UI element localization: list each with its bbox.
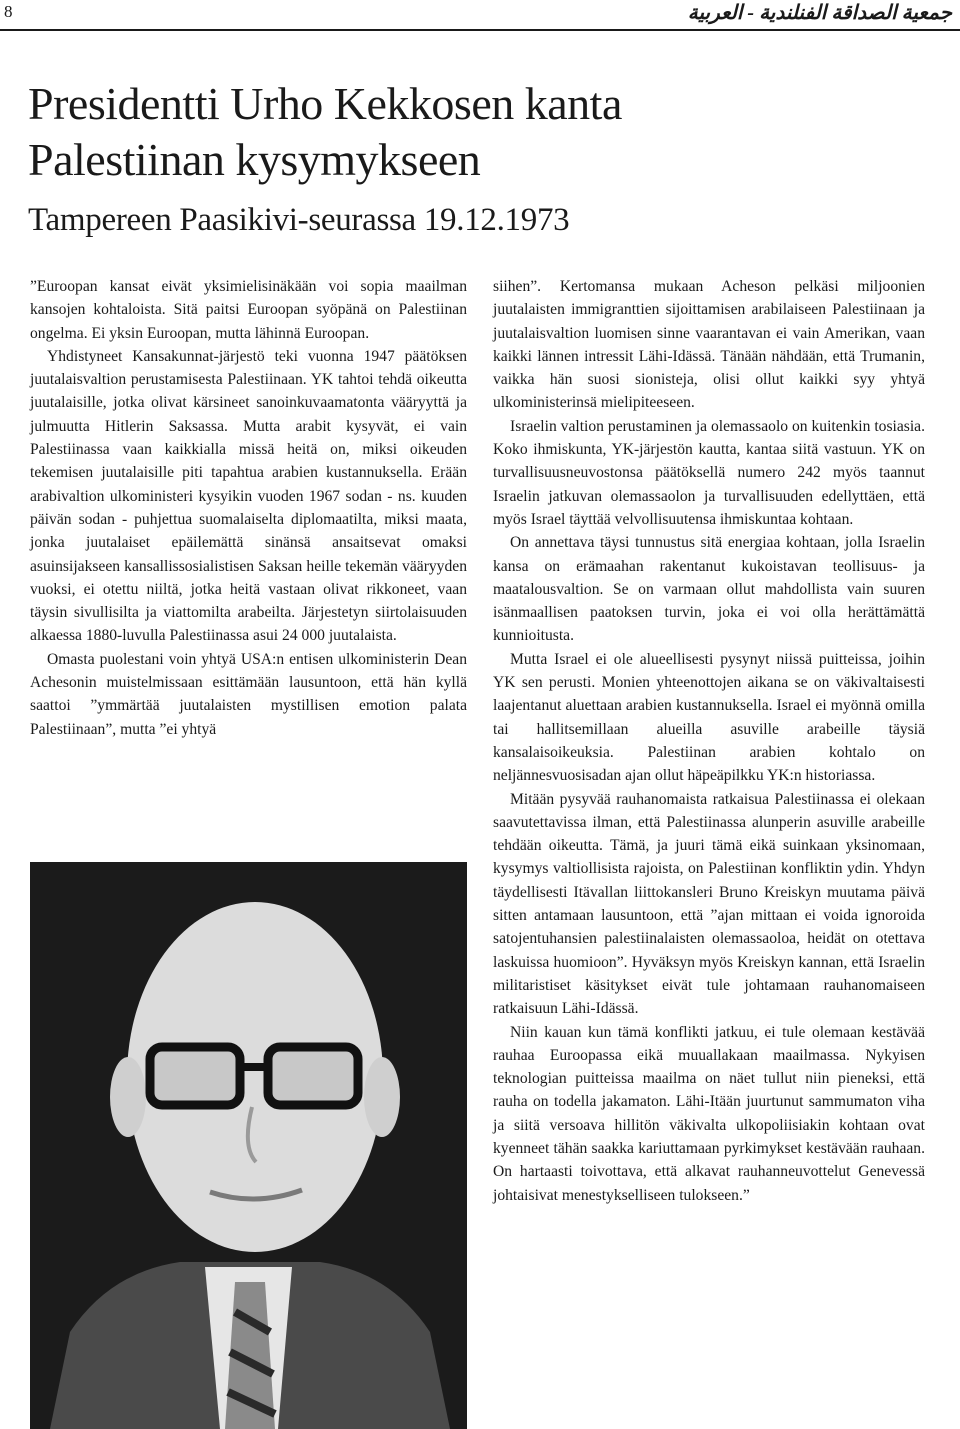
right-eyeglass-lens <box>268 1047 358 1105</box>
left-column <box>30 275 467 741</box>
running-header: جمعية الصداقة الفنلندية - العربية <box>687 2 952 24</box>
left-ear <box>110 1057 146 1137</box>
left-paragraph-1: ”Euroopan kansat eivät yksimielisinäkään voi sopia maailman kansojen kohtaloista. Sitä paitsi Euroopan syöpänä on Palestiinan ongelma. Ei yksin Euroopan, mutta lähinnä Euroopan. <box>30 278 467 342</box>
portrait-illustration <box>30 862 467 1429</box>
dateline: Tampereen Paasikivi-seurassa 19.12.1973 <box>28 202 570 238</box>
header-rule <box>0 29 960 31</box>
right-column <box>493 275 925 1207</box>
right-ear <box>364 1057 400 1137</box>
right-paragraph-2: Israelin valtion perustaminen ja olemassaolo on kuitenkin tosiasia. Koko ihmiskunta, YK-järjestön kautta, kantaa siitä vastuun. YK on turvallisuusneuvostonsa päätöksellä numero 242 myös taannut Israelin jatkuvan olemassaolon ja turvallisuuden edellyttäen, että myös Israel täyttää velvollisuutensa ihmiskuntaa kohtaan. <box>493 417 925 528</box>
right-paragraph-4: Mutta Israel ei ole alueellisesti pysynyt niissä puitteissa, joihin YK sen perusti. Monien yhteenottojen aikana se on väkivaltaisesti laajentanut aluettaan arabien kustannuksella. Israel ei myönnä omilla tai hallitsemillaan alueilla asuville arabeille täysiä kansalaisoikeuksia. Palestiinan arabien kohtalo on neljännesvuosisadan ajan ollut häpeäpilkku YK:n historiassa. <box>493 650 925 785</box>
left-eyeglass-lens <box>150 1047 240 1105</box>
headline-line-1: Presidentti Urho Kekkosen kanta <box>28 78 622 129</box>
right-paragraph-1: siihen”. Kertomansa mukaan Acheson pelkäsi miljoonien juutalaisten immigranttien sijoittamisen arabilaiseen Palestiinaan ja juutalaisvaltion luomisen sinne vaarantavan ei vain Amerikan, vaan kaikki lännen intressit Lähi-Idässä. Tänään nähdään, että Trumanin, vaikka hän suosi sionisteja, olisi ollut kaikki syy yhtyä ulkoministerinsä mielipiteeseen. <box>493 278 925 412</box>
headline-line-2: Palestiinan kysymykseen <box>28 134 481 185</box>
portrait-photo <box>30 862 467 1429</box>
left-paragraph-2: Yhdistyneet Kansakunnat-järjestö teki vuonna 1947 päätöksen juutalaisvaltion perustamisesta Palestiinaan. YK tahtoi tehdä oikeutta juutalaisille, jotka olivat kärsineet sanoinkuvaamatonta vääryyttä ja julmuutta Hitlerin Saksassa. Mutta arabit kysyvät, ei vain Palestiinassa vaan kaikkialla missä heitä on, miksi oikeuden tekemisen juutalaisille piti tapahtua arabien kustannuksella. Erään arabivaltion ulkoministeri kysyikin vuoden 1967 sodan - ns. kuuden päivän sodan - puhjettua suomalaiselta diplomaatilta, miksi maata, jonka juutalaiset epäilemättä sinänsä ansaitsevat omaksi asuinsijakseen kansallissosialistisen Saksan heille tekemän vääryyden vuoksi, ei otettu niiltä, jotka heitä vastaan olivat rikkoneet, vaan täysin sivullisilta ja viattomilta arabeilta. Järjestetyn siirtolaisuuden alkaessa 1880-luvulla Palestiinassa asui 24 000 juutalaista. <box>30 347 467 645</box>
right-paragraph-3: On annettava täysi tunnustus sitä energiaa kohtaan, jolla Israelin kansa on erämaahan rakentanut kukoistavan teollisuus- ja maatalousvaltion. Se on varmaan ollut mahdollista vain suuren isänmaallisen paatoksen turvin, joka ei voi olla herättämättä kunnioitusta. <box>493 534 925 645</box>
left-paragraph-3: Omasta puolestani voin yhtyä USA:n entisen ulkoministerin Dean Achesonin muistelmissaan esittämään lausuntoon, että hän kyllä saattoi ”ymmärtää juutalaisten mystillisen emotion palata Palestiinaan”, mutta ”ei yhtyä <box>30 650 467 738</box>
page-number: 8 <box>4 2 13 21</box>
right-paragraph-6: Niin kauan kun tämä konflikti jatkuu, ei tule olemaan kestävää rauhaa Euroopassa eikä muuallakaan maailmassa. Nykyisen teknologian puitteissa maailma on näet tullut niin pieneksi, että rauha on todella jakamaton. Lähi-Itään juurtunut sammumaton viha ja siitä versoava hillitön väkivalta ulkopoliisiakin kohtaan ovat kyenneet tähän saakka kariuttamaan pyrkimykset kestävään rauhaan. On hartaasti toivottava, että alkavat rauhanneuvottelut Genevessä johtaisivat menestykselliseen tulokseen.” <box>493 1023 925 1204</box>
right-paragraph-5: Mitään pysyvää rauhanomaista ratkaisua Palestiinassa ei olekaan saavutettavissa ilman, että Palestiinassa alunperin asuville arabeille tehdään oikeutta. Tämä, ja juuri tämä eikä suinkaan yksinomaan, kysymys valtiollisista rajoista, on Palestiinan konfliktin ydin. Yhdyn täydellisesti Itävallan liittokansleri Bruno Kreiskyn muutama päivä sitten antamaan lausuntoon, että ”ajan mittaan ei voida ignoroida satojentuhansien palestiinalaisten olemassaoloa, heidät on otettava laskuissa huomioon”. Hyväksyn myös Kreiskyn kannan, että Israelin militaristiset käsitykset eivät tule johtamaan rauhanomaiseen ratkaisuun Lähi-Idässä. <box>493 790 925 1018</box>
headline <box>28 76 928 188</box>
